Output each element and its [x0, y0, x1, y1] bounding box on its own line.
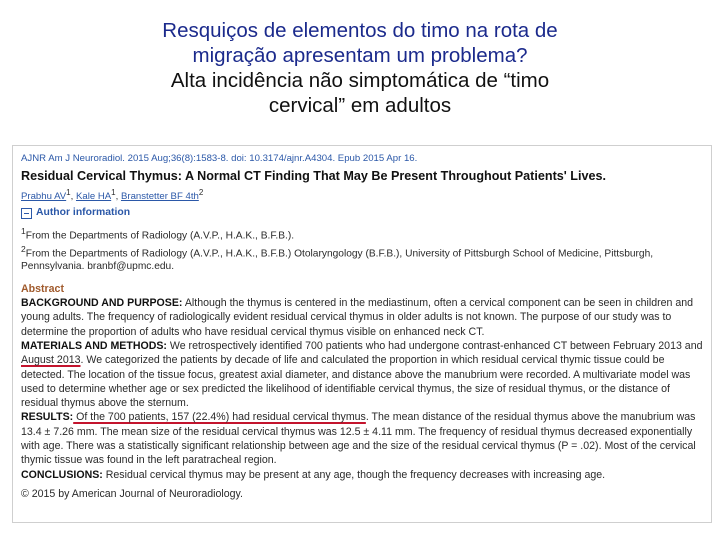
author-link-kale[interactable]: Kale HA [75, 191, 112, 203]
results-label: RESULTS: [21, 411, 74, 424]
author-sup: 1 [66, 188, 71, 197]
author-sup: 1 [111, 188, 116, 197]
affiliations [21, 225, 703, 274]
copyright-notice: © 2015 by American Journal of Neuroradiology. [21, 487, 243, 500]
journal-citation[interactable]: AJNR Am J Neuroradiol. 2015 Aug;36(8):1583-8. doi: 10.3174/ajnr.A4304. Epub 2015 Apr 16. [21, 153, 418, 164]
minus-box-icon [21, 208, 32, 219]
slide-title [60, 18, 660, 118]
author-information-toggle[interactable] [21, 206, 703, 220]
highlighted-result: Of the 700 patients, 157 (22.4%) had residual cervical thymus [73, 411, 366, 424]
methods-label: MATERIALS AND METHODS: [21, 339, 167, 352]
title-line-1: Resquiços de elementos do timo na rota de [162, 19, 558, 42]
affiliation-1: $^1$From the Departments of Radiology (A.V.P., H.A.K., B.F.B.). [21, 225, 295, 242]
article-abstract-card [12, 145, 712, 523]
abstract-conclusions: CONCLUSIONS: Residual cervical thymus may be present at any age, though the frequency decreases with increasing age. [21, 468, 606, 481]
author-link-prabhu[interactable]: Prabhu AV [21, 191, 67, 203]
abstract-methods: MATERIALS AND METHODS: We retrospectively identified 700 patients who had undergone contrast-enhanced CT between February 2013 and August 2013. We categorized the patients by decade of life and calculated the proportion in which residual cervical thymic tissue could be detected. The location of the tissue focus, greatest axial diameter, and distance above the manubrium were recorded. A multivariate model was used to determine whether age or sex predicted the likelihood of identifiable cervical thymus, the size of residual thymus, or the distance of residual thymus above the sternum. [21, 339, 703, 410]
subtitle-line-2: cervical” em adultos [268, 94, 452, 117]
subtitle-line-1: Alta incidência não simptomática de “timo [170, 69, 550, 92]
affiliation-2: $^2$From the Departments of Radiology (A.V.P., H.A.K., B.F.B.) Otolaryngology (B.F.B.), University of Pittsburgh School of Medicine, Pittsburgh, Pennsylvania. branbf@upmc.edu. [21, 243, 654, 273]
abstract-results: RESULTS: Of the 700 patients, 157 (22.4%) had residual cervical thymus. The mean distance of the residual thymus above the manubrium was 13.4 ± 7.26 mm. The mean size of the residual cervical thymus was 12.5 ± 4.11 mm. The frequency of residual thymus decreased exponentially with age. There was a statistically significant relationship between age and the size of the residual cervical thymus (P = .02). Most of the cervical thymic tissue was found in the left paratracheal region. [21, 411, 696, 467]
author-link-branstetter[interactable]: Branstetter BF 4th [120, 191, 199, 203]
conclusions-label: CONCLUSIONS: [21, 468, 103, 481]
abstract-heading: Abstract [21, 282, 64, 295]
author-list: Prabhu $AV^1$, Kale $HA^1$, Branstetter BF $4th^2$ [21, 188, 204, 203]
highlighted-date: August 2013 [21, 354, 81, 367]
article-title: Residual Cervical Thymus: A Normal CT Finding That May Be Present Throughout Patients' Lives. [21, 169, 606, 183]
title-line-2: migração apresentam um problema? [192, 44, 528, 67]
background-label: BACKGROUND AND PURPOSE: [21, 297, 183, 310]
author-sup: 2 [198, 188, 204, 197]
abstract-background: BACKGROUND AND PURPOSE: Although the thymus is centered in the mediastinum, often a cervical component can be seen in children and young adults. The frequency of radiologically evident residual cervical thymus in older adults is not known. The purpose of our study was to determine the proportion of adults who have residual cervical thymus visible on enhanced neck CT. [21, 297, 694, 338]
author-information-label: Author information [36, 207, 131, 219]
